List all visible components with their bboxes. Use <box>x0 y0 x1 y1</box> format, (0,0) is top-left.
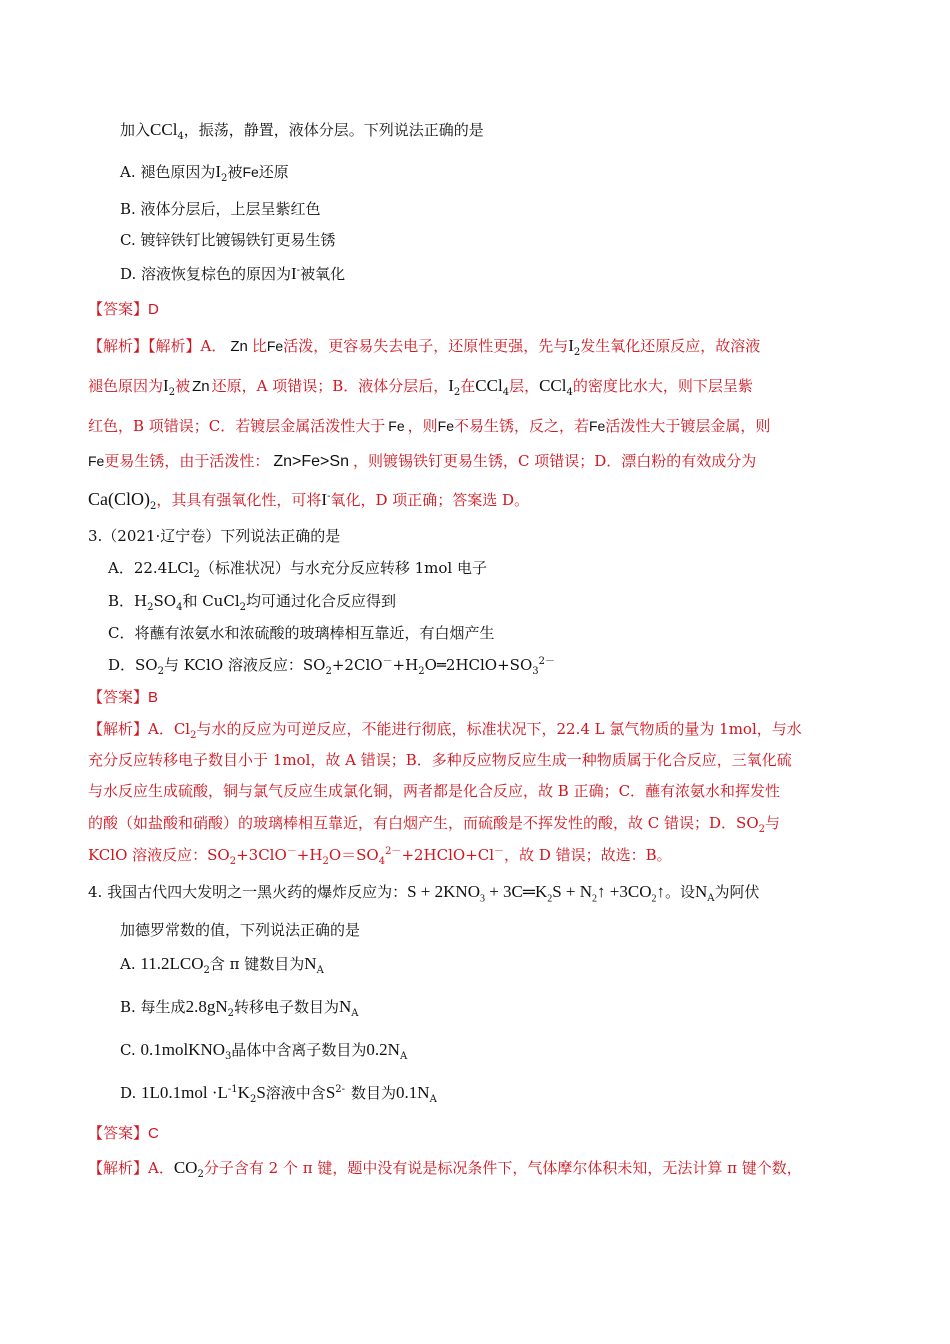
q2-option-c: C. 镀锌铁钉比镀锡铁钉更易生锈 <box>120 231 336 249</box>
q3-explanation-line4: 的酸（如盐酸和硝酸）的玻璃棒相互靠近，有白烟产生，而硫酸是不挥发性的酸，故 C 错误；D．$SO_2$与 <box>88 814 781 835</box>
q2-explanation-line4: Fe更易生锈，由于活泼性： Zn>Fe>Sn ，则镀锡铁钉更易生锈，C 项错误；D．漂白粉的有效成分为 <box>88 452 757 470</box>
q3-answer: 【答案】B <box>88 688 159 706</box>
q4-equation: $S + 2KNO_3$ + $3C═K_2S$ + $N_2↑$ $+3CO_2↑$ <box>407 882 665 905</box>
q4-stem-line1: 4. 我国古代四大发明之一黑火药的爆炸反应为：$S + 2KNO_3$ + $3C═K_2S$ + $N_2↑$ $+3CO_2↑$。设$N_A$为阿伏 <box>88 882 760 905</box>
q3-option-d: D．$SO_2$与 KClO 溶液反应：$SO_2+2ClO^-+H_2O═2HClO+SO_3^{2-}$ <box>108 656 555 677</box>
q2-option-a: A. 褪色原因为$I_2$被Fe还原 <box>120 162 289 184</box>
q4-option-a: A. $11.2LCO_2$含 π 键数目为$N_A$ <box>120 954 324 976</box>
q4-stem-line2: 加德罗常数的值，下列说法正确的是 <box>120 921 361 939</box>
q3-explanation-line3: 与水反应生成硫酸，铜与氯气反应生成氯化铜，两者都是化合反应，故 B 正确；C．蘸有浓氨水和挥发性 <box>88 782 781 800</box>
q2-intro: 加入CCl$_4$，振荡，静置，液体分层。下列说法正确的是 <box>120 120 484 142</box>
q4-option-c: C. 0.1molKNO$_3$晶体中含离子数目为$0.2N_A$ <box>120 1040 408 1062</box>
q3-option-b: B．$H_2SO_4$和 CuCl$_2$均可通过化合反应得到 <box>108 592 397 613</box>
q4-answer: 【答案】C <box>88 1124 159 1142</box>
q3-explanation-line5: KClO 溶液反应：$SO_2+3ClO^-+H_2O=SO_4^{2-}+2HClO+Cl^-$，故 D 错误；故选：B。 <box>88 846 672 867</box>
q3-option-c: C．将蘸有浓氨水和浓硫酸的玻璃棒相互靠近，有白烟产生 <box>108 624 495 642</box>
q3-option-a: A．22.4LCl$_2$（标准状况）与水充分反应转移 1mol 电子 <box>108 559 487 580</box>
q2-explanation-line3: 红色，B 项错误；C．若镀层金属活泼性大于 Fe ，则Fe不易生锈，反之，若Fe活泼性大于镀层金属，则 <box>88 417 771 435</box>
q3-stem: 3.（2021·辽宁卷）下列说法正确的是 <box>88 527 341 545</box>
q2-explanation-line5: $Ca(ClO)_2$，其具有强氧化性，可将I-氧化，D 项正确；答案选 D。 <box>88 489 530 512</box>
q4-explanation-line1: 【解析】A．$CO_2$分子含有 2 个 π 键，题中没有说是标况条件下，气体摩尔体积未知，无法计算 π 键个数， <box>88 1158 802 1180</box>
q4-option-b: B. 每生成$2.8gN_2$转移电子数目为$N_A$ <box>120 997 359 1019</box>
q2-explanation-line1: 【解析】【解析】A． Zn 比Fe活泼，更容易失去电子，还原性更强，先与$I_2$发生氧化还原反应，故溶液 <box>88 336 761 358</box>
q2-option-b: B. 液体分层后，上层呈紫红色 <box>120 200 321 218</box>
q2-option-d: D. 溶液恢复棕色的原因为I-被氧化 <box>120 264 346 283</box>
q2-explanation-line2: 褪色原因为$I_2$被 Zn 还原，A 项错误；B．液体分层后，$I_2$在CCl$_4$层，CCl$_4$的密度比水大，则下层呈紫 <box>88 376 753 398</box>
q4-option-d: D. $1L0.1mol \cdot L^{-1}K_2S$溶液中含$S^{2-}$ 数目为$0.1N_A$ <box>120 1083 437 1105</box>
q2-answer: 【答案】D <box>88 300 159 318</box>
q3-explanation-line2: 充分反应转移电子数目小于 1mol，故 A 错误；B．多种反应物反应生成一种物质属于化合反应，三氧化硫 <box>88 751 792 769</box>
q3-explanation-line1: 【解析】A．$Cl_2$与水的反应为可逆反应，不能进行彻底，标准状况下，22.4 L 氯气物质的量为 1mol，与水 <box>88 720 802 741</box>
